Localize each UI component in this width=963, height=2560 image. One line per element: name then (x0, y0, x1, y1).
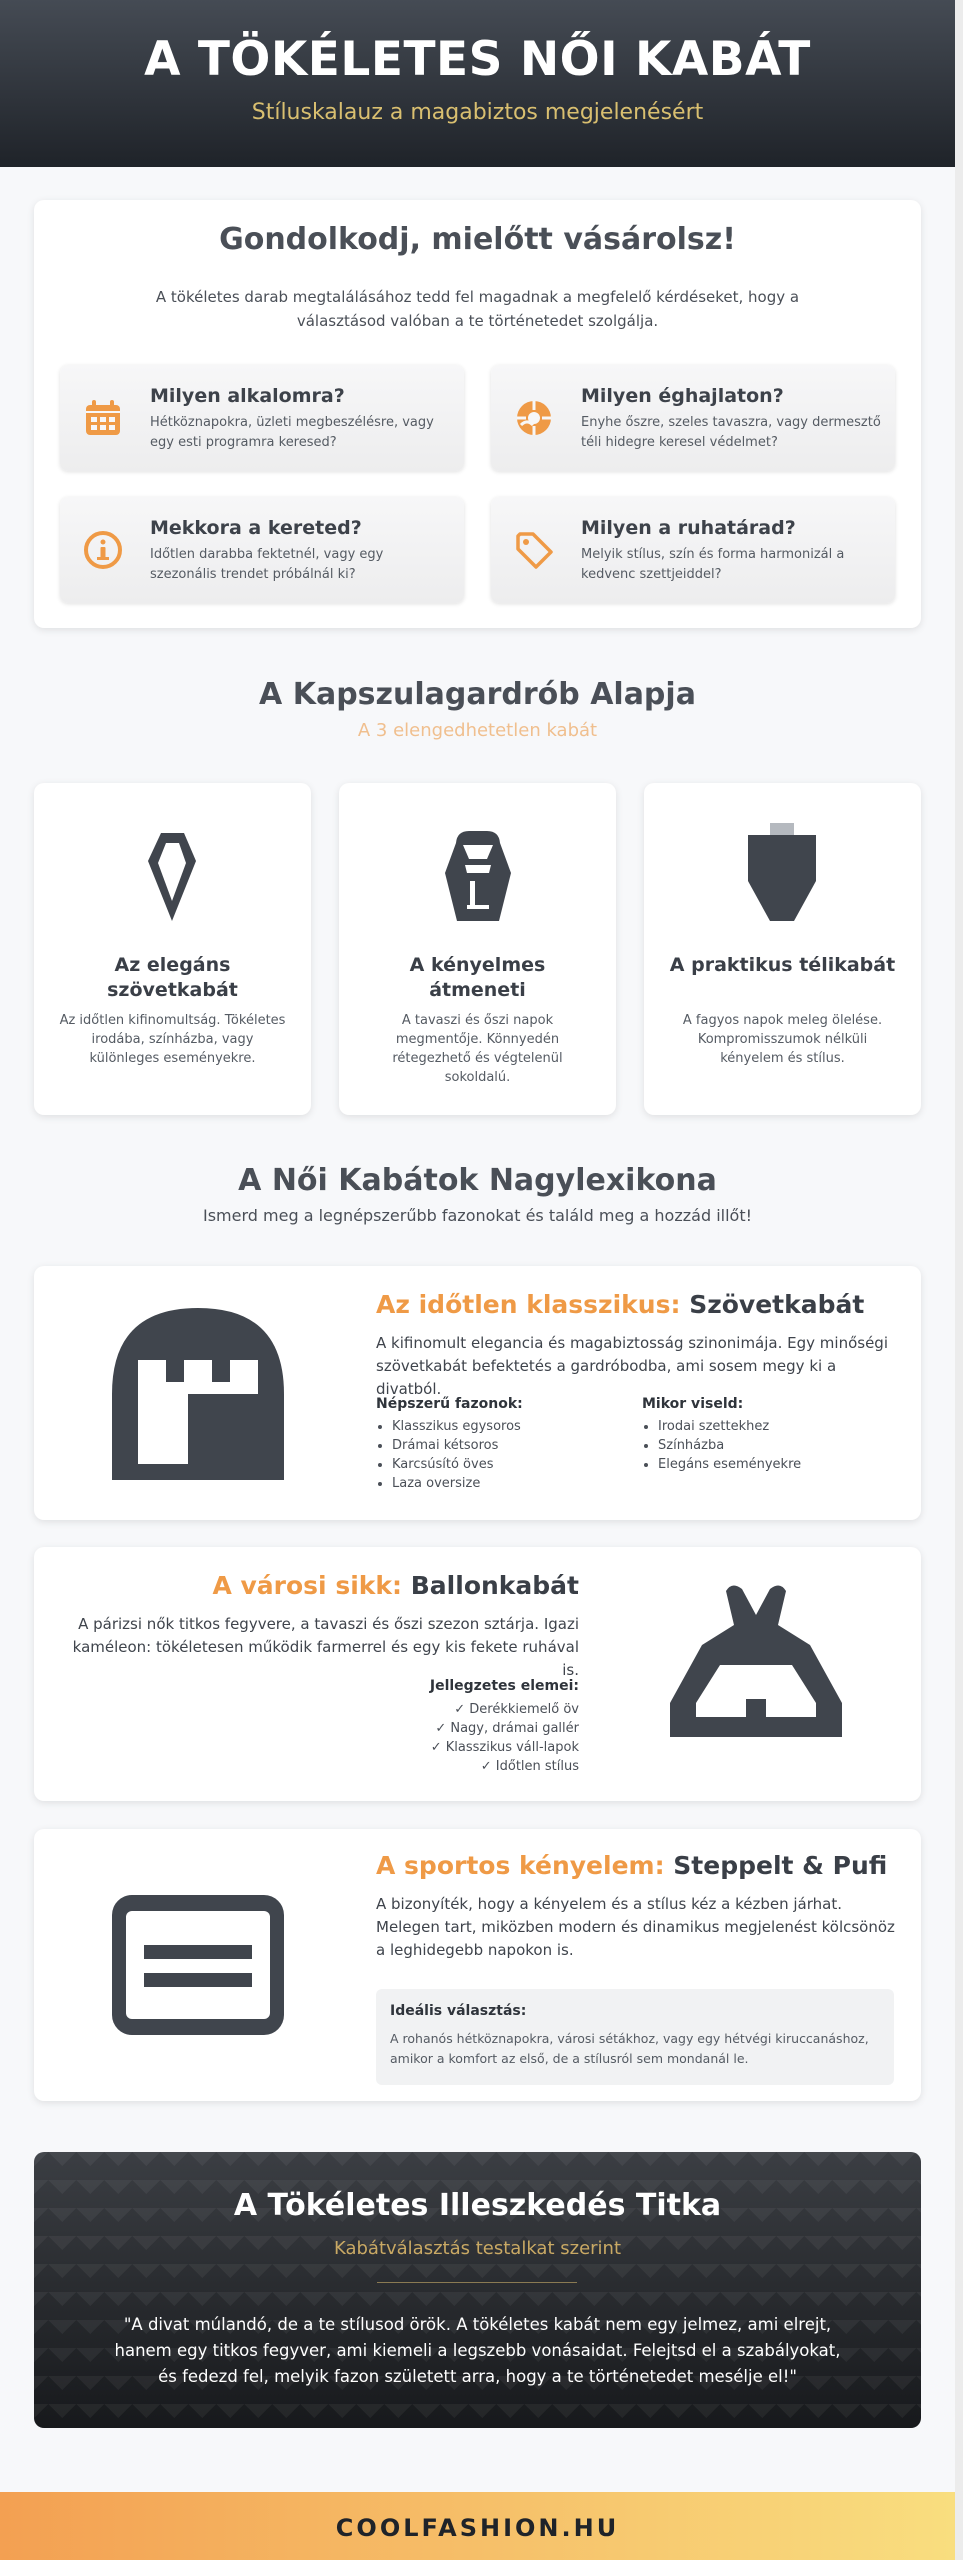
wool-coat-icon (112, 1308, 284, 1480)
footer-brand[interactable]: COOLFASHION.HU (335, 2514, 620, 2542)
scrollbar-track[interactable] (955, 0, 963, 2560)
tag-icon (513, 529, 555, 571)
capsule-item-comfort (339, 783, 616, 1115)
list-item: • Klasszikus egysoros (392, 1417, 521, 1436)
capsule-item-title: A kényelmes átmeneti (409, 954, 546, 1001)
puffer-desc: A bizonyíték, hogy a kényelem és a stílus kéz a kézben járhat. Melegen tart, miközben modern és dinamikus megjelenést kölcsönöz a leghidegebb napokon is. (376, 1895, 895, 1959)
wool-desc: A kifinomult elegancia és magabiztosság szinonimája. Egy minőségi szövetkabát befektetés a gardróbodba, ami sosem megy ki a divatból. (376, 1334, 888, 1398)
question-climate (491, 365, 895, 471)
wool-heading-name: Szövetkabát (689, 1290, 865, 1319)
list-item: • Laza oversize (392, 1474, 521, 1493)
list-item: ✓ Klasszikus váll-lapok (430, 1740, 579, 1755)
list-item: • Drámai kétsoros (392, 1436, 521, 1455)
capsule-item-winter (644, 783, 921, 1115)
lexicon-subtitle: Ismerd meg a legnépszerűbb fazonokat és találd meg a hozzád illőt! (203, 1206, 752, 1225)
weather-icon (513, 397, 555, 439)
question-desc: Melyik stílus, szín és forma harmonizál a kedvenc szettjeiddel? (581, 547, 845, 582)
fit-title: A Tökéletes Illeszkedés Titka (233, 2188, 722, 2223)
puffer-heading (376, 1851, 887, 1880)
wool-heading (376, 1290, 864, 1319)
question-desc: Hétköznapokra, üzleti megbeszélésre, vagy egy esti programra keresed? (150, 415, 434, 450)
wool-when-list (642, 1417, 801, 1474)
page-subtitle: Stíluskalauz a magabiztos megjelenésért (251, 100, 704, 125)
capsule-item-elegant (34, 783, 311, 1115)
list-item: ✓ Nagy, drámai gallér (435, 1721, 579, 1736)
list-item: • Karcsúsító öves (392, 1455, 521, 1474)
capsule-item-desc: A tavaszi és őszi napok megmentője. Könnyedén rétegezhető és végtelenül sokoldalú. (392, 1013, 563, 1085)
questions-card (34, 200, 921, 628)
trench-coat-icon (670, 1581, 842, 1741)
lexicon-puffer-card (34, 1829, 921, 2101)
calendar-icon (82, 397, 124, 439)
question-desc: Időtlen darabba fektetnél, vagy egy szezonális trendet próbálnál ki? (150, 547, 384, 582)
winter-coat-icon (644, 821, 921, 931)
page-title: A TÖKÉLETES NŐI KABÁT (144, 32, 811, 87)
questions-title: Gondolkodj, mielőtt vásárolsz! (219, 222, 736, 257)
list-item: • Színházba (658, 1436, 801, 1455)
budget-icon (82, 529, 124, 571)
trench-features-list (431, 1700, 579, 1776)
capsule-item-title: Az elegáns szövetkabát (107, 954, 238, 1001)
list-item: • Irodai szettekhez (658, 1417, 801, 1436)
capsule-item-desc: Az időtlen kifinomultság. Tökéletes irodába, színházba, vagy különleges eseményekre. (59, 1013, 286, 1066)
capsule-subtitle: A 3 elengedhetetlen kabát (357, 720, 598, 741)
trench-features-title: Jellegzetes elemei: (429, 1678, 579, 1694)
trench-heading-accent: A városi sikk: (212, 1571, 403, 1600)
lexicon-wool-card (34, 1266, 921, 1520)
elegant-coat-icon (34, 821, 311, 931)
list-item: • Elegáns eseményekre (658, 1455, 801, 1474)
question-title: Mekkora a kereted? (150, 517, 362, 539)
footer (0, 2492, 955, 2560)
trench-heading (212, 1571, 579, 1600)
wool-when-title: Mikor viseld: (642, 1396, 744, 1412)
question-occasion (60, 365, 464, 471)
list-item: ✓ Derékkiemelő öv (454, 1702, 579, 1717)
fit-secret-banner (34, 2152, 921, 2428)
capsule-item-title: A praktikus télikabát (669, 954, 896, 976)
capsule-title: A Kapszulagardrób Alapja (259, 677, 696, 712)
fit-subtitle: Kabátválasztás testalkat szerint (333, 2238, 622, 2259)
trench-heading-name: Ballonkabát (410, 1571, 579, 1600)
question-budget (60, 497, 464, 603)
list-item: ✓ Időtlen stílus (480, 1759, 579, 1774)
capsule-item-desc: A fagyos napok meleg ölelése. Kompromisszumok nélküli kényelem és stílus. (682, 1013, 883, 1066)
puffer-ideal-title: Ideális választás: (390, 2003, 527, 2019)
puffer-heading-accent: A sportos kényelem: (376, 1851, 665, 1880)
question-title: Milyen alkalomra? (150, 385, 345, 407)
question-wardrobe (491, 497, 895, 603)
wool-popular-title: Népszerű fazonok: (376, 1396, 523, 1412)
question-title: Milyen a ruhatárad? (581, 517, 796, 539)
question-title: Milyen éghajlaton? (581, 385, 784, 407)
fit-quote: "A divat múlandó, de a te stílusod örök. A tökéletes kabát nem egy jelmez, ami elrejt, hanem egy titkos fegyver, ami kiemeli a legszebb vonásaidat. Felejtsd el a szabályokat, és fedezd fel, melyik fazon született arra, hogy a te történetedet mesélje el!" (114, 2315, 841, 2386)
puffer-ideal-desc: A rohanós hétköznapokra, városi sétákhoz, vagy egy hétvégi kiruccanáshoz, amikor a komfort az első, de a stílusról sem mondanál le. (390, 2031, 869, 2066)
wool-popular-list (376, 1417, 521, 1493)
wool-heading-accent: Az időtlen klasszikus: (376, 1290, 681, 1319)
questions-intro: A tökéletes darab megtalálásához tedd fel magadnak a megfelelő kérdéseket, hogy a választásod valóban a te történetedet szolgálja. (155, 288, 800, 330)
lexicon-title: A Női Kabátok Nagylexikona (238, 1163, 717, 1198)
fit-divider (377, 2282, 577, 2283)
lexicon-trench-card (34, 1547, 921, 1801)
trench-desc: A párizsi nők titkos fegyvere, a tavaszi és őszi szezon sztárja. Igazi kaméleon: tökéletesen működik farmerrel és egy kis fekete ruhával is. (72, 1615, 579, 1679)
hero-header (0, 0, 955, 167)
puffer-ideal-box (376, 1989, 894, 2085)
comfort-coat-icon (339, 821, 616, 931)
puffer-coat-icon (112, 1895, 284, 2035)
puffer-heading-name: Steppelt & Pufi (673, 1851, 888, 1880)
question-desc: Enyhe őszre, szeles tavaszra, vagy dermesztő téli hidegre keresel védelmet? (581, 415, 881, 450)
